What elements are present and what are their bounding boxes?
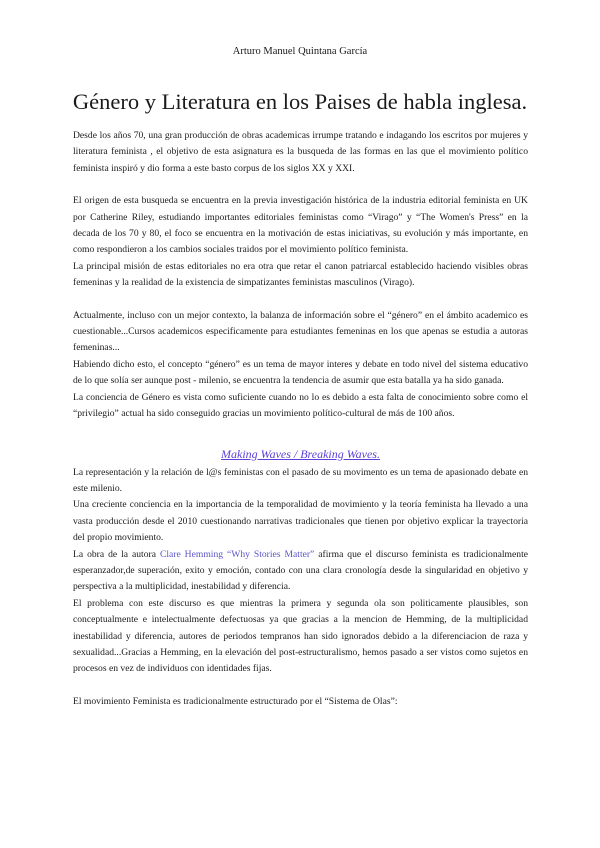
hemming-reference: Clare Hemming “Why Stories Matter”	[159, 548, 315, 560]
section-heading-link[interactable]: Making Waves / Breaking Waves.	[221, 446, 380, 461]
paragraph-context: Actualmente, incluso con un mejor contexto, la balanza de información sobre el “género” en el ámbito academico es cuestionable...Cursos academicos especificamente para estudiantes femeninas en los que apenas se estudia a autoras femeninas...	[73, 309, 528, 354]
document-body	[73, 128, 528, 710]
author-name: Arturo Manuel Quintana García	[232, 46, 368, 57]
hemming-suffix: afirma que el discurso feminista es tradicionalmente esperanzador,de superación, exito y emoción, contado con una clara cronología desde la singularidad en objetivo y perspectiva a la multiplicidad, inestabilidad y diferencia.	[73, 548, 529, 593]
section-paragraph-problem: El problema con este discurso es que mientras la primera y segunda ola son politicamente plausibles, son conceptualmente e intelectualmente defectuosas ya que gracias a la mencion de Hemming, de la multiplicidad inestabilidad y diferencia, autores de periodos tempranos han sido ignorados debido a la diferenciacion de raza y sexualidad...Gracias a Hemming, en la elevación del post-estructuralismo, hemos pasado a ser vistos como sujetos en procesos en vez de individuos con identidades fijas.	[73, 597, 528, 675]
section-paragraph-representation: La representación y la relación de l@s feministas con el pasado de su movimento es un tema de apasionado debate en este milenio.	[73, 466, 528, 494]
section-paragraph-hemming	[73, 547, 528, 596]
section-paragraph-temporality: Una creciente conciencia en la importancia de la temporalidad de movimiento y la teoría feminista ha llevado a una vasta producción desde el 2010 cuestionando narrativas tradicionales que tienen por objetivo explicar la trayectoria del propio movimiento.	[73, 499, 528, 544]
paragraph-awareness: La conciencia de Género es vista como suficiente cuando no lo es debido a esta falta de conocimiento sobre como el “privilegio” actual ha sido conseguido gracias un movimiento político-cultural de más de 100 años.	[73, 391, 528, 420]
paragraph-mission: La principal misión de estas editoriales no era otra que retar el canon patriarcal establecido haciendo visibles obras femeninas y la realidad de la existencia de simpatizantes feministas masculinos (Virago).	[73, 260, 528, 289]
document-title: Género y Literatura en los Paises de habla inglesa.	[72, 89, 528, 114]
paragraph-intro: Desde los años 70, una gran producción de obras academicas irrumpe tratando e indagando los escritos por mujeres y literatura feminista , el objetivo de esta asignatura es la busqueda de las formas en las que el movimiento político feminista inspiró y dio forma a este basto corpus de los siglos XX y XXI.	[73, 130, 528, 174]
paragraph-gender-concept: Habiendo dicho esto, el concepto “género” es un tema de mayor interes y debate en todo nivel del sistema educativo de lo que solía ser aunque post - milenio, se encuentra la tendencia de asumir que esta batalla ya ha sido ganada.	[73, 358, 528, 387]
hemming-prefix: La obra de la autora	[73, 548, 160, 560]
section-heading	[73, 446, 528, 463]
paragraph-origin: El origen de esta busqueda se encuentra en la previa investigación histórica de la industria editorial feminista en UK por Catherine Riley, estudiando importantes editoriales feministas como “Virago” y “The Women's Press” en la decada de los 70 y 80, el foco se encuentra en la motivación de estas iniciativas, su evolución y más importante, en como respondieron a los cambios sociales traidos por el movimiento político feminista.	[73, 195, 528, 256]
section-paragraph-waves: El movimiento Feminista es tradicionalmente estructurado por el “Sistema de Olas”:	[73, 695, 398, 707]
